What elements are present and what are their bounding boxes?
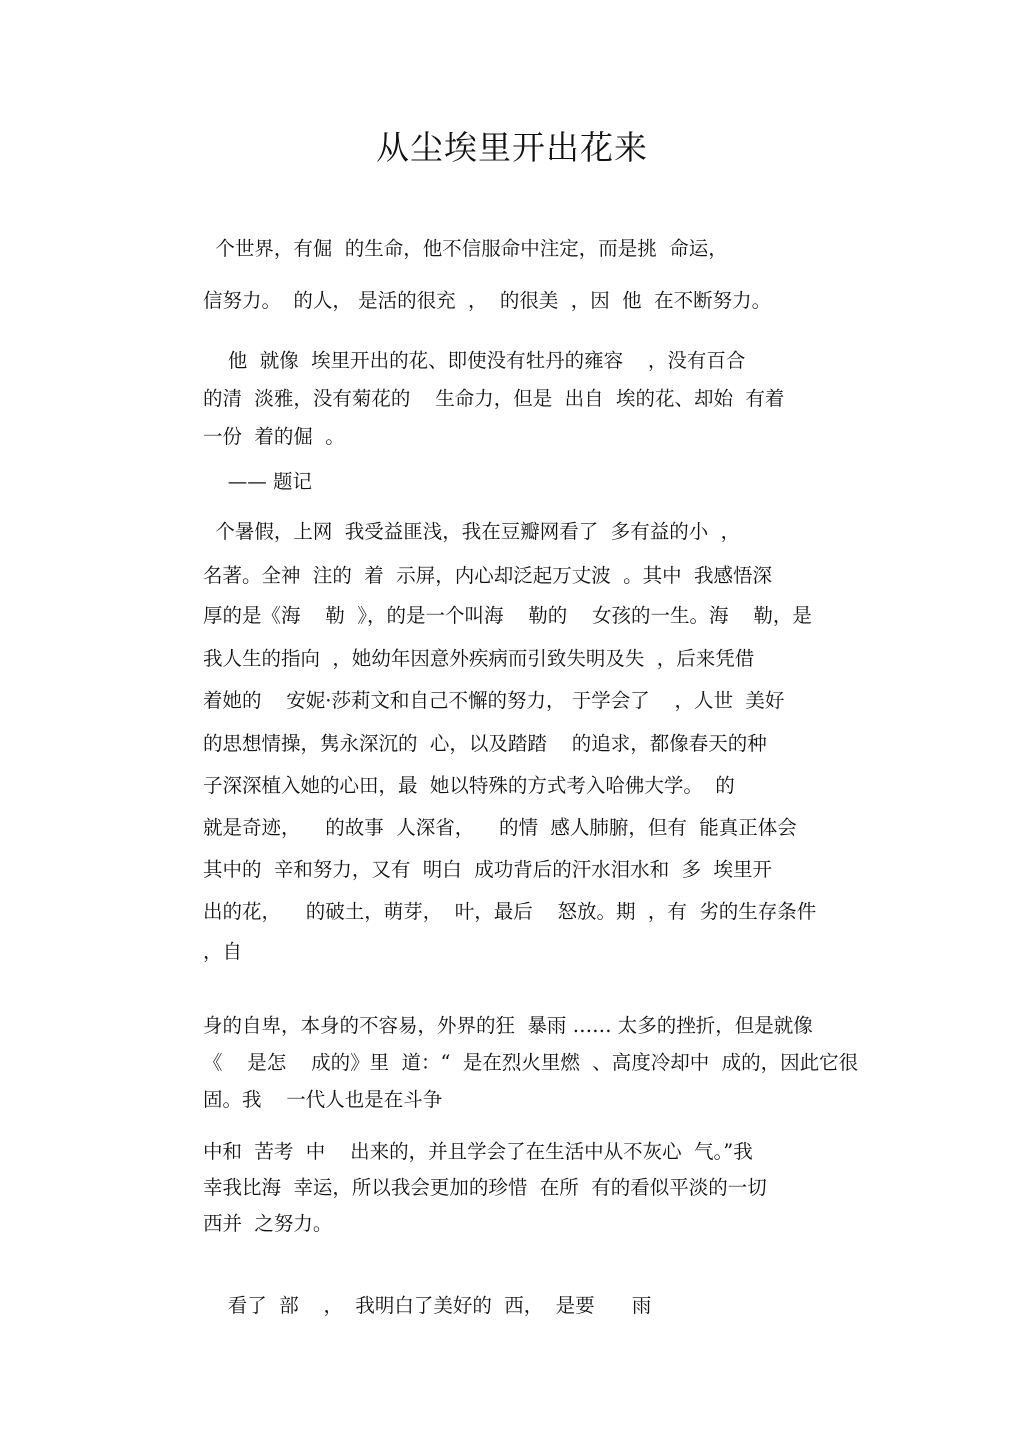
paragraph-line: 个世界，有倔 的生命，他不信服命中注定，而是挑 命运， — [203, 237, 728, 260]
paragraph-line: 《 是怎 成的》里 道：“ 是在烈火里燃 、高度冷却中 成的，因此它很 — [203, 1051, 859, 1074]
paragraph-line: 个暑假，上网 我受益匪浅，我在豆瓣网看了 多有益的小 ， — [203, 520, 741, 543]
paragraph-line: 名著。全神 注的 着 示屏，内心却泛起万丈波 。其中 我感悟深 — [203, 564, 772, 587]
paragraph-line: 我人生的指向 ，她幼年因意外疾病而引致失明及失 ，后来凭借 — [203, 647, 755, 670]
paragraph-line: 信努力。 的人， 是活的很充 ， 的很美 ，因 他 在不断努力。 — [203, 289, 772, 312]
document-title: 从尘埃里开出花来 — [376, 128, 648, 167]
paragraph-line: 西并 之努力。 — [203, 1212, 333, 1235]
paragraph-line: 子深深植入她的心田，最 她以特殊的方式考入哈佛大学。 的 — [203, 774, 735, 797]
paragraph-line: 固。我 一代人也是在斗争 — [203, 1088, 443, 1111]
paragraph-line: ，自 — [203, 940, 243, 963]
paragraph-line: 他 就像 埃里开出的花、即使没有牡丹的雍容 ，没有百合 — [203, 349, 746, 372]
paragraph-line: 幸我比海 幸运，所以我会更加的珍惜 在所 有的看似平淡的一切 — [203, 1176, 767, 1199]
paragraph-line: 厚的是《海 勒 》，的是一个叫海 勒的 女孩的一生。海 勒，是 — [203, 604, 812, 627]
paragraph-line: 其中的 辛和努力，又有 明白 成功背后的汗水泪水和 多 埃里开 — [203, 858, 772, 881]
paragraph-line: 着她的 安妮·莎莉文和自己不懈的努力， 于学会了 ，人世 美好 — [203, 689, 785, 712]
epigraph-attribution: —— 题记 — [203, 470, 312, 493]
paragraph-line: 就是奇迹， 的故事 人深省， 的情 感人肺腑，但有 能真正体会 — [203, 816, 797, 839]
paragraph-line: 的清 淡雅，没有菊花的 生命力，但是 出自 埃的花、却始 有着 — [203, 387, 785, 410]
paragraph-line: 的思想情操，隽永深沉的 心，以及踏踏 的追求，都像春天的种 — [203, 732, 767, 755]
paragraph-line: 一份 着的倔 。 — [203, 425, 345, 448]
paragraph-line: 出的花， 的破土，萌芽， 叶，最后 怒放。期 ，有 劣的生存条件 — [203, 900, 817, 923]
paragraph-line: 中和 苦考 中 出来的，并且学会了在生活中从不灰心 气。”我 — [203, 1140, 753, 1163]
paragraph-line: 身的自卑，本身的不容易，外界的狂 暴雨 …… 太多的挫折，但是就像 — [203, 1014, 813, 1037]
paragraph-line: 看了 部 ， 我明白了美好的 西， 是要 雨 — [203, 1294, 652, 1317]
